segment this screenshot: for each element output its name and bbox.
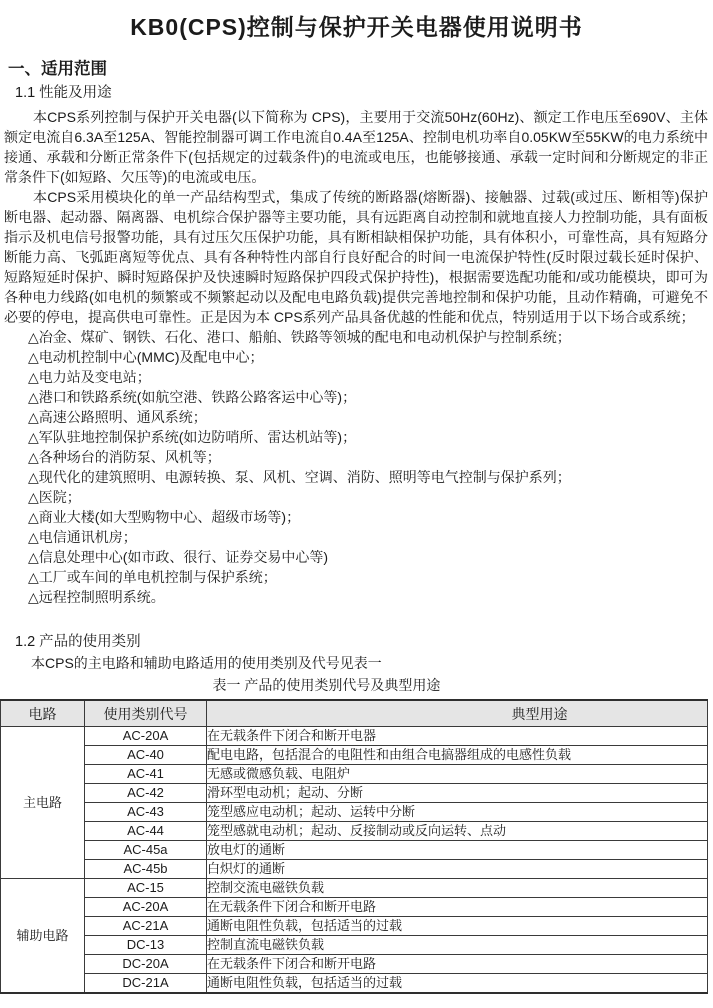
table-row xyxy=(1,974,708,994)
table-row xyxy=(1,746,708,765)
list-item: △现代化的建筑照明、电源转换、泵、风机、空调、消防、照明等电气控制与保护系列； xyxy=(28,469,571,485)
table-row xyxy=(1,879,708,898)
table-caption: 表一 产品的使用类别代号及典型用途 xyxy=(212,677,441,693)
typical-use-cell: 笼型感就电动机；起动、反接制动或反向运转、点动 xyxy=(207,822,708,841)
category-code-cell: AC-15 xyxy=(85,879,207,898)
subsection-heading-1-1: 1.1 性能及用途 xyxy=(15,85,112,101)
application-list xyxy=(28,327,708,607)
category-code-cell: AC-42 xyxy=(85,784,207,803)
header-cell-typical-use: 典型用途 xyxy=(207,700,708,727)
table-row xyxy=(1,803,708,822)
table-header-row xyxy=(1,700,708,727)
table-row xyxy=(1,765,708,784)
typical-use-cell: 在无载条件下闭合和断开电路 xyxy=(207,898,708,917)
table-row xyxy=(1,860,708,879)
subsection-heading-1-2: 1.2 产品的使用类别 xyxy=(15,634,141,650)
table-intro-text: 本CPS的主电路和辅助电路适用的使用类别及代号见表一 xyxy=(31,655,382,671)
table-row xyxy=(1,917,708,936)
typical-use-cell: 在无载条件下闭合和断开电器 xyxy=(207,727,708,746)
category-code-cell: AC-43 xyxy=(85,803,207,822)
category-code-cell: AC-20A xyxy=(85,898,207,917)
list-item: △电信通讯机房； xyxy=(28,529,137,545)
category-code-cell: AC-44 xyxy=(85,822,207,841)
category-code-cell: DC-13 xyxy=(85,936,207,955)
circuit-group-main: 主电路 xyxy=(1,727,85,879)
paragraph-performance-1: 本CPS系列控制与保护开关电器(以下简称为 CPS)，主要用于交流50Hz(60Hz)、额定工作电压至690V、主体额定电流自6.3A至125A、智能控制器可调工作电流自0.4A至125A、控制电机功率自0.05KW至55KW的电力系统中接通、承载和分断正常条件下(包括规定的过载条件)的电流或电压，也能够接通、承载一定时间和分断规定的非正常条件下(如短路、欠压等)的电流或电压。 xyxy=(4,109,708,185)
category-code-cell: AC-21A xyxy=(85,917,207,936)
list-item: △医院； xyxy=(28,489,81,505)
table-row xyxy=(1,784,708,803)
list-item: △电力站及变电站； xyxy=(28,369,151,385)
typical-use-cell: 在无载条件下闭合和断开电路 xyxy=(207,955,708,974)
list-item: △信息处理中心(如市政、很行、证券交易中心等) xyxy=(28,549,329,565)
list-item: △军队驻地控制保护系统(如边防哨所、雷达机站等)； xyxy=(28,429,357,445)
list-item: △高速公路照明、通风系统； xyxy=(28,409,207,425)
list-item: △工厂或车间的单电机控制与保护系统； xyxy=(28,569,277,585)
typical-use-cell: 通断电阻性负载，包括适当的过载 xyxy=(207,974,708,994)
table-row xyxy=(1,727,708,746)
page-title: KB0(CPS)控制与保护开关电器使用说明书 xyxy=(130,14,583,40)
header-cell-category: 使用类别代号 xyxy=(85,700,207,727)
typical-use-cell: 滑环型电动机；起动、分断 xyxy=(207,784,708,803)
list-item: △商业大楼(如大型购物中心、超级市场等)； xyxy=(28,509,301,525)
table-row xyxy=(1,841,708,860)
typical-use-cell: 笼型感应电动机；起动、运转中分断 xyxy=(207,803,708,822)
category-code-cell: AC-45b xyxy=(85,860,207,879)
typical-use-cell: 控制交流电磁铁负载 xyxy=(207,879,708,898)
category-code-cell: AC-40 xyxy=(85,746,207,765)
table-row xyxy=(1,898,708,917)
usage-category-table xyxy=(0,699,708,994)
typical-use-cell: 配电电路，包括混合的电阻性和由组合电搞器组成的电感性负载 xyxy=(207,746,708,765)
list-item: △电动机控制中心(MMC)及配电中心； xyxy=(28,349,264,365)
category-code-cell: AC-45a xyxy=(85,841,207,860)
table-row xyxy=(1,822,708,841)
circuit-group-auxiliary: 辅助电路 xyxy=(1,879,85,994)
typical-use-cell: 放电灯的通断 xyxy=(207,841,708,860)
section-heading-scope: 一、适用范围 xyxy=(8,60,107,78)
table-row xyxy=(1,936,708,955)
category-code-cell: AC-20A xyxy=(85,727,207,746)
typical-use-cell: 通断电阻性负载，包括适当的过载 xyxy=(207,917,708,936)
paragraph-performance-2: 本CPS采用模块化的单一产品结构型式，集成了传统的断路器(熔断器)、接触器、过载(或过压、断相等)保护断电器、起动器、隔离器、电机综合保护器等主要功能，具有远距离自动控制和就地直接人力控制功能，具有面板指示及机电信号报警功能，具有过压欠压保护功能，具有断相缺相保护功能，具有体积小，可靠性高，具有短路分断能力高、飞弧距离短等优点、具有各种特性内部自行良好配合的时间一电流保护特性(反时限过载长延时保护、短路短延时保护、瞬时短路保护及快速瞬时短路保护四段式保护持性)，根据需要选配功能和/或功能模块，即可为各种电力线路(如电机的频繁或不频繁起动以及配电电路负载)提供完善地控制和保护功能，且动作精确，可避免不必要的停电，提高供电可靠性。正是因为本 CPS系列产品具备优越的性能和优点，特别适用于以下场合或系统； xyxy=(4,189,708,325)
typical-use-cell: 无感或微感负载、电阻炉 xyxy=(207,765,708,784)
typical-use-cell: 控制直流电磁铁负载 xyxy=(207,936,708,955)
category-code-cell: AC-41 xyxy=(85,765,207,784)
category-code-cell: DC-21A xyxy=(85,974,207,994)
list-item: △冶金、煤矿、钢铁、石化、港口、船舶、铁路等领城的配电和电动机保护与控制系统； xyxy=(28,329,571,345)
header-cell-circuit: 电路 xyxy=(1,700,85,727)
list-item: △远程控制照明系统。 xyxy=(28,589,165,605)
list-item: △港口和铁路系统(如航空港、铁路公路客运中心等)； xyxy=(28,389,357,405)
typical-use-cell: 白炽灯的通断 xyxy=(207,860,708,879)
category-code-cell: DC-20A xyxy=(85,955,207,974)
list-item: △各种场台的消防泵、风机等； xyxy=(28,449,221,465)
table-row xyxy=(1,955,708,974)
